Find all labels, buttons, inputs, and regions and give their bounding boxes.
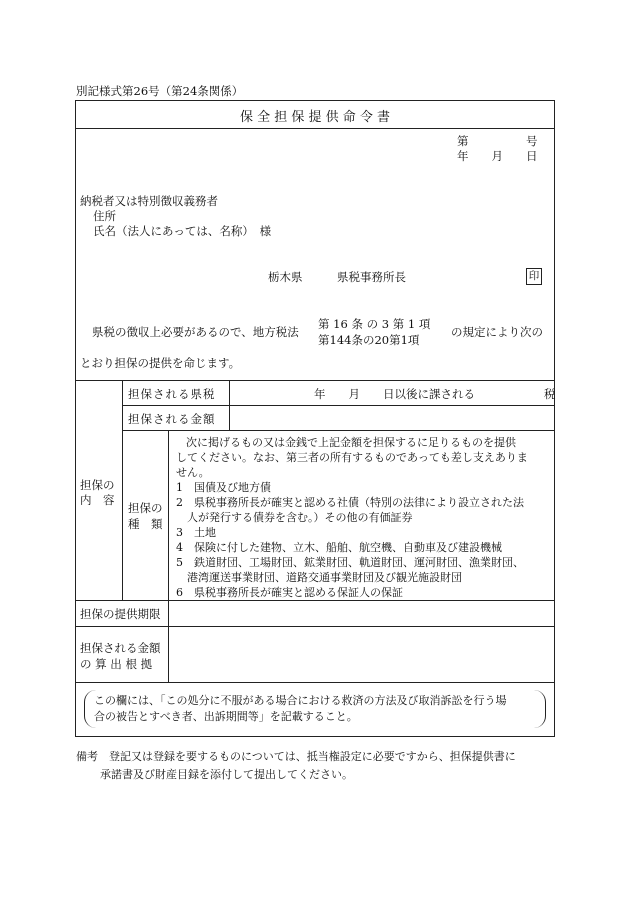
list-item: 1 国債及び地方債 xyxy=(176,481,271,494)
divider xyxy=(75,626,555,627)
divider xyxy=(75,682,555,683)
period-label: 担保の提供期限 xyxy=(80,607,161,621)
divider xyxy=(168,430,169,600)
notice-line1: この欄には、「この処分に不服がある場合における救済の方法及び取消訴訟を行う場 xyxy=(94,694,507,707)
list-item-continued: 人が発行する債券を含む。）その他の有価証券 xyxy=(187,511,413,524)
list-item: 3 土地 xyxy=(176,526,216,539)
basis-label-2: の 算 出 根 拠 xyxy=(80,657,153,671)
divider xyxy=(75,600,555,601)
kinds-intro-3: せん。 xyxy=(176,466,210,479)
divider xyxy=(168,600,169,682)
kinds-intro-2: してください。なお、第三者の所有するものであっても差し支えありま xyxy=(176,451,528,464)
kind-label-2: 種 類 xyxy=(128,517,163,531)
divider xyxy=(229,380,230,430)
name-label: 氏名（法人にあっては、名称） 様 xyxy=(93,224,272,238)
divider xyxy=(75,380,555,381)
list-item-continued: 港湾運送事業財団、道路交通事業財団及び観光施設財団 xyxy=(187,571,462,584)
content-label-2: 内 容 xyxy=(80,493,115,507)
list-item: 4 保険に付した建物、立木、船舶、航空機、自動車及び建設機械 xyxy=(176,541,502,554)
notice-line2: 合の被告とすべき者、出訴期間等」を記載すること。 xyxy=(94,710,358,723)
body-lead: 県税の徴収上必要があるので、地方税法 xyxy=(92,325,299,339)
collateral-kinds-list xyxy=(176,434,552,600)
document-number: 第 号 xyxy=(457,134,538,148)
basis-label-1: 担保される金額 xyxy=(80,641,161,655)
list-item: 6 県税事務所長が確実と認める保証人の保証 xyxy=(176,586,403,599)
amount-label: 担保される金額 xyxy=(128,412,216,426)
issuer-office: 県税事務所長 xyxy=(337,270,406,284)
content-label-1: 担保の xyxy=(80,478,115,492)
body-line2: とおり担保の提供を命じます。 xyxy=(80,356,241,370)
divider xyxy=(122,380,123,600)
tax-label: 担保される県税 xyxy=(128,387,216,401)
remarks-line2: 承諾書及び財産目録を添付して提出してください。 xyxy=(100,768,353,781)
body-tail: の規定により次の xyxy=(451,325,543,339)
remarks-line1: 備考 登記又は登録を要するものについては、抵当権設定に必要ですから、担保提供書に xyxy=(76,750,516,763)
kinds-intro-1: 次に掲げるもの又は金銭で上記金額を担保するに足りるものを提供 xyxy=(186,436,516,449)
address-label: 住所 xyxy=(93,209,116,223)
article-ref-2: 第144条の20第1項 xyxy=(318,333,420,347)
list-item: 5 鉄道財団、工場財団、鉱業財団、軌道財団、運河財団、漁業財団、 xyxy=(176,556,524,569)
divider xyxy=(75,128,555,129)
kind-label-1: 担保の xyxy=(128,501,163,515)
document-title: 保 全 担 保 提 供 命 令 書 xyxy=(239,110,391,125)
issuer-prefecture: 栃木県 xyxy=(268,270,303,284)
form-label: 別記様式第26号（第24条関係） xyxy=(76,84,244,98)
divider xyxy=(122,405,555,406)
seal-mark: 印 xyxy=(526,268,542,285)
document-date: 年 月 日 xyxy=(457,149,538,163)
tax-value: 年 月 日以後に課される 税 xyxy=(314,387,556,401)
list-item: 2 県税事務所長が確実と認める社債（特別の法律により設立された法 xyxy=(176,496,524,509)
article-ref-1: 第 16 条 の 3 第 1 項 xyxy=(318,317,431,331)
addressee-heading: 納税者又は特別徴収義務者 xyxy=(80,194,218,208)
divider xyxy=(122,430,555,431)
